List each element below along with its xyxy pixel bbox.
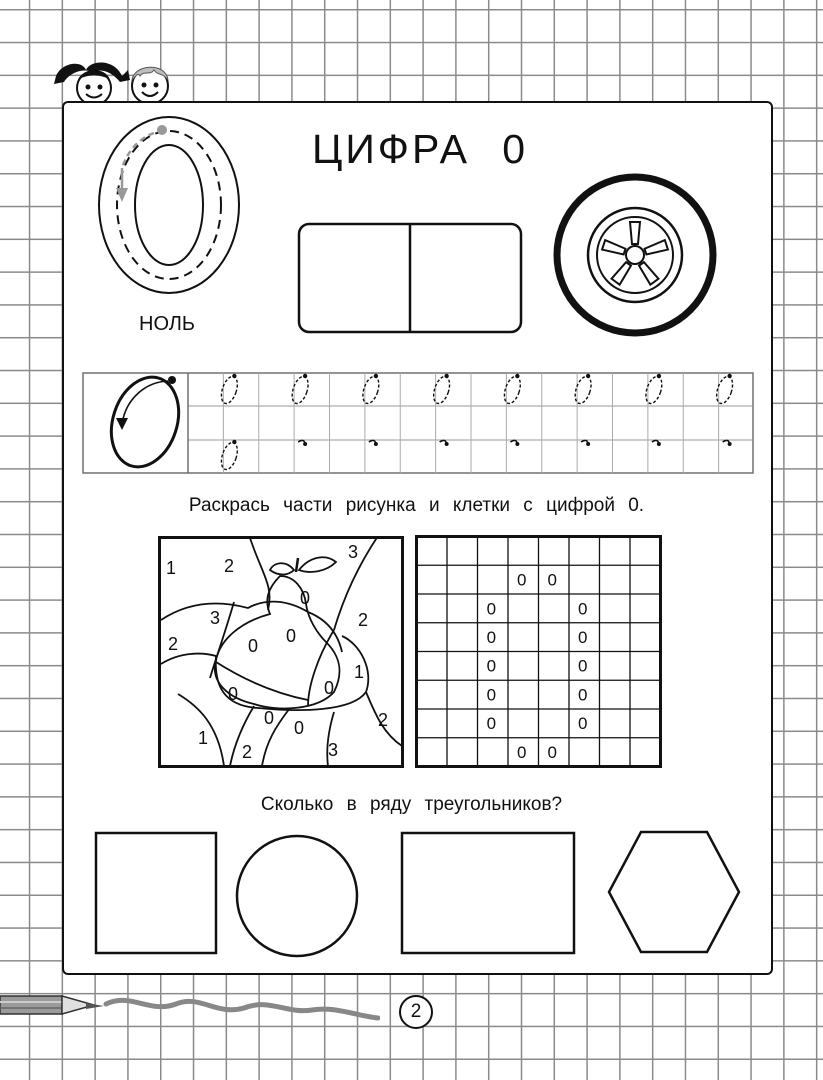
- tracing-row: [82, 372, 754, 474]
- pear-region-number: 2: [168, 634, 179, 654]
- grid-zero: 0: [577, 628, 588, 648]
- pear-region-number: 0: [286, 626, 297, 646]
- square-icon: [94, 831, 218, 955]
- rectangle-icon: [400, 831, 576, 955]
- grid-zero: 0: [577, 685, 588, 705]
- pear-region-number: 0: [228, 684, 239, 704]
- grid-zero: 0: [577, 599, 588, 619]
- grid-zero: 0: [577, 714, 588, 734]
- pear-region-number: 3: [328, 740, 339, 760]
- pear-region-number: 1: [198, 728, 209, 748]
- hexagon-icon: [606, 829, 742, 955]
- pear-region-number: 3: [348, 542, 359, 562]
- pencil-icon: [0, 986, 380, 1030]
- page-title: ЦИФРА 0: [312, 126, 529, 172]
- pear-region-number: 1: [354, 662, 365, 682]
- pear-region-number: 2: [242, 742, 253, 762]
- circle-icon: [234, 833, 360, 959]
- grid-zero: 0: [547, 742, 557, 762]
- task2-instruction: Сколько в ряду треугольников?: [260, 794, 563, 815]
- grid-zero: 0: [577, 656, 588, 676]
- pear-region-number: 2: [378, 710, 389, 730]
- page-number: 2: [399, 995, 433, 1029]
- digit-word: НОЛЬ: [139, 313, 196, 335]
- grid-zero: 0: [486, 656, 497, 676]
- task1-instruction: Раскрась части рисунка и клетки с цифрой 0.: [188, 495, 645, 516]
- zero-tracing-icon: [96, 112, 246, 302]
- grid-zero: 0: [486, 714, 497, 734]
- pear-region-number: 2: [358, 610, 369, 630]
- pear-region-number: 1: [166, 558, 177, 578]
- pear-region-number: 0: [300, 588, 311, 608]
- pear-region-number: 0: [324, 678, 335, 698]
- pear-region-number: 0: [248, 636, 259, 656]
- grid-zero: 0: [486, 628, 497, 648]
- pear-region-number: 0: [264, 708, 275, 728]
- grid-zero: 0: [517, 742, 527, 762]
- wheel-icon: [552, 172, 718, 338]
- pear-region-number: 0: [294, 718, 305, 738]
- kids-faces-icon: [52, 50, 187, 106]
- grid-zero: 0: [517, 570, 527, 590]
- pear-coloring-picture: [158, 536, 404, 768]
- grid-zero: 0: [486, 685, 497, 705]
- zero-grid: [415, 535, 662, 768]
- grid-zero: 0: [486, 599, 497, 619]
- pear-region-number: 2: [224, 556, 235, 576]
- domino-icon: [297, 222, 523, 334]
- grid-zero: 0: [547, 570, 557, 590]
- pear-region-number: 3: [210, 608, 221, 628]
